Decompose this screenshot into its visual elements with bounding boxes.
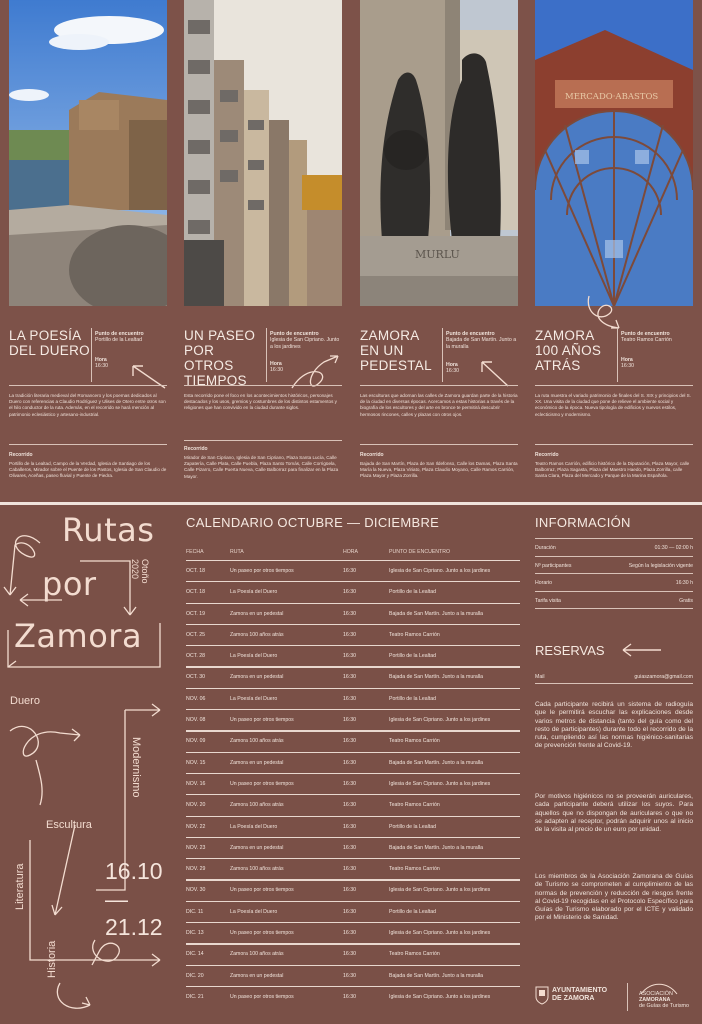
row-date: OCT. 28 (186, 653, 206, 660)
row-meeting: Iglesia de San Cipriano. Junto a los jardines (389, 887, 491, 894)
table-row (186, 560, 520, 581)
row-date: NOV. 29 (186, 866, 206, 873)
info-rows (535, 539, 693, 609)
divider (535, 530, 693, 539)
row-hour: 16:30 (343, 930, 356, 937)
row-date: DIC. 14 (186, 951, 204, 958)
calendar (186, 515, 520, 1007)
table-row (186, 922, 520, 943)
table-row (186, 752, 520, 773)
mail-label: Mail (535, 674, 545, 680)
table-row (186, 858, 520, 879)
row-date: NOV. 20 (186, 802, 206, 809)
row-date: NOV. 16 (186, 780, 206, 787)
route-label: Recorrido (360, 452, 384, 458)
mail-link[interactable]: guiaszamora@gmail.com (634, 674, 693, 680)
row-divider (186, 603, 520, 604)
row-hour: 16:30 (343, 780, 356, 787)
route-label: Recorrido (184, 446, 208, 452)
row-meeting: Teatro Ramos Carrión (389, 951, 440, 958)
row-divider (186, 837, 520, 838)
row-date: NOV. 15 (186, 759, 206, 766)
divider (91, 328, 92, 382)
row-route: Un paseo por otros tiempos (230, 780, 294, 787)
info-value: 16:30 h (675, 580, 693, 586)
brand-title-line1: Rutas (62, 511, 155, 549)
info-row (535, 539, 693, 557)
info-panel (535, 515, 693, 1010)
row-date: DIC. 21 (186, 993, 204, 1000)
info-label: Tarifa visita (535, 597, 561, 604)
hour: Hora 16:30 (95, 357, 108, 370)
row-meeting: Iglesia de San Cipriano. Junto a los jardines (389, 717, 491, 724)
header-fecha: FECHA (186, 549, 204, 555)
table-row (186, 603, 520, 624)
row-meeting: Bajada de San Martín. Junto a la muralla (389, 844, 484, 851)
row-hour: 16:30 (343, 887, 356, 894)
row-hour: 16:30 (343, 972, 356, 979)
table-row (186, 816, 520, 837)
row-route: Zamora en un pedestal (230, 759, 284, 766)
row-meeting: Portillo de la Lealtad (389, 695, 437, 702)
divider (535, 385, 693, 386)
route-label: Recorrido (9, 452, 33, 458)
row-date: DIC. 20 (186, 972, 204, 979)
row-meeting: Iglesia de San Cipriano. Junto a los jardines (389, 930, 491, 937)
table-row (186, 965, 520, 986)
meeting-point: Punto de encuentro Bajada de San Martín. Junto a la muralla (446, 331, 517, 350)
info-label: Duración (535, 545, 556, 551)
row-meeting: Bajada de San Martín. Junto a la muralla (389, 674, 484, 681)
divider (266, 328, 267, 382)
row-route: Zamora en un pedestal (230, 674, 284, 681)
row-date: NOV. 08 (186, 717, 206, 724)
divider (442, 328, 443, 382)
row-date: OCT. 18 (186, 568, 206, 574)
divider (617, 328, 618, 382)
row-date: OCT. 18 (186, 589, 206, 596)
info-label: Horario (535, 580, 553, 586)
route-stops: Teatro Ramos Carrión, edificio histórico de la Diputación, Plaza Mayor, calle Balborraz, Plaza Sagasta, Plaza del Maestro Haedo, Plaza Zorrilla, calle Santa Clara, Plaza del Mercado y Parque de la Marina Española. (535, 461, 690, 479)
route-stops: Bajada de San Martín, Plaza de San Ildefonso, Calle los Damas, Plaza Santa María la Nueva, Plaza Viriato, Plaza Claudio Moyano, Calle Ramos Carrión, Plaza Mayor y Plaza Zorrilla. (360, 461, 518, 479)
svg-text:MERCADO·ABASTOS: MERCADO·ABASTOS (565, 92, 659, 102)
photo-paseo (184, 0, 342, 306)
row-divider (186, 794, 520, 795)
calendar-title: CALENDARIO OCTUBRE — DICIEMBRE (186, 515, 440, 530)
category-duero: Duero (10, 695, 40, 707)
info-value: Gratis (679, 597, 693, 604)
table-row (186, 901, 520, 922)
route-stops: Portillo de la Lealtad, Campo de la Verdad, Iglesia de Santiago de los Caballeros, Mirador sobre el Puente de los Pastos, Iglesia de San Claudio de Olivares, Aceñas, paseo fluvial y Puente de Piedra. (9, 461, 167, 479)
route-column-paseo (184, 0, 342, 502)
coat-of-arms-icon (535, 985, 549, 1005)
route-title: ZAMORA EN UN PEDESTAL (360, 328, 432, 373)
table-row (186, 773, 520, 794)
table-row (186, 666, 520, 687)
asociacion-logo: ASOCIACIÓN ZAMORANA de Guías de Turismo (639, 991, 690, 1010)
row-meeting: Teatro Ramos Carrión (389, 738, 440, 745)
row-route: Un paseo por otros tiempos (230, 887, 294, 894)
header-hora: HORA (343, 549, 358, 555)
row-route: Zamora en un pedestal (230, 844, 284, 851)
route-column-100-anos (535, 0, 693, 502)
meeting-point: Punto de encuentro Teatro Ramos Carrión (621, 331, 672, 344)
schedule-section (0, 505, 702, 1024)
divider (360, 385, 518, 386)
row-date: OCT. 19 (186, 610, 206, 617)
row-route: Zamora 100 años atrás (230, 738, 284, 745)
route-column-duero (9, 0, 167, 502)
hour: Hora 16:30 (446, 362, 459, 375)
category-escultura: Escultura (46, 819, 92, 831)
route-stops: Mirador de San Cipriano, Iglesia de San Cipriano, Plaza Santa Lucía, Calle Zapatería, Calle Plata, Calle Puebla, Plaza Santo Tomás, Calle Corrigüela, Calle Pizarro, Calle Puerta Nueva, Calle Balborraz para finalizar en la Plaza Mayor. (184, 455, 339, 479)
season-label: Otoño 2020 (130, 559, 150, 584)
hour: Hora 16:30 (621, 357, 634, 370)
divider (9, 385, 167, 386)
table-row (186, 688, 520, 709)
row-hour: 16:30 (343, 631, 356, 638)
row-meeting: Portillo de la Lealtad (389, 589, 437, 596)
row-divider (186, 773, 520, 774)
info-row (535, 574, 693, 592)
row-date: NOV. 30 (186, 887, 206, 894)
arrow-left-icon (619, 642, 663, 658)
divider (535, 444, 693, 445)
row-hour: 16:30 (343, 993, 356, 1000)
row-hour: 16:30 (343, 951, 356, 958)
radioguide-paragraph: Cada participante recibirá un sistema de radioguía que le permitirá escuchar las explicaciones desde varios metros de distancia (tanto del guía como del resto de participantes) durante todo el recorrido de la ruta, cumpliendo así las normas higiénico-sanitarias de prevención frente al Covid-19. (535, 701, 693, 750)
row-route: La Poesía del Duero (230, 589, 278, 596)
row-route: La Poesía del Duero (230, 695, 278, 702)
row-route: Un paseo por otros tiempos (230, 993, 294, 1000)
row-divider (186, 709, 520, 710)
row-route: La Poesía del Duero (230, 653, 278, 660)
table-row (186, 730, 520, 751)
meeting-point: Punto de encuentro Iglesia de San Cipriano. Junto a los jardines (270, 331, 340, 350)
row-hour: 16:30 (343, 802, 356, 809)
row-route: Zamora en un pedestal (230, 610, 284, 617)
row-meeting: Teatro Ramos Carrión (389, 631, 440, 638)
row-hour: 16:30 (343, 674, 356, 681)
row-route: La Poesía del Duero (230, 908, 278, 915)
divider (627, 983, 628, 1011)
divider (360, 444, 518, 445)
row-meeting: Iglesia de San Cipriano. Junto a los jardines (389, 993, 491, 1000)
row-date: OCT. 25 (186, 631, 206, 638)
row-divider (186, 858, 520, 859)
row-divider (186, 943, 520, 944)
table-row (186, 709, 520, 730)
photo-pedestal (360, 0, 518, 306)
row-hour: 16:30 (343, 759, 356, 766)
row-route: Zamora 100 años atrás (230, 802, 284, 809)
mail-row (535, 671, 693, 684)
table-row (186, 645, 520, 666)
row-date: NOV. 23 (186, 844, 206, 851)
header-punto: PUNTO DE ENCUENTRO (389, 549, 451, 555)
routes-section (0, 0, 702, 502)
row-hour: 16:30 (343, 610, 356, 617)
headphones-paragraph: Por motivos higiénicos no se proveerán auriculares, cada participante deberá utilizar los suyos. Para aquellos que no dispongan de auriculares o que no se adapten al receptor, podrán adquirir unos al inicio de la visita al precio de un euro por unidad. (535, 793, 693, 834)
row-hour: 16:30 (343, 823, 356, 830)
header-ruta: RUTA (230, 549, 244, 555)
ayuntamiento-logo: AYUNTAMIENTO DE ZAMORA (552, 987, 608, 1002)
row-divider (186, 922, 520, 923)
date-range: 16.10 —21.12 (105, 858, 163, 940)
row-hour: 16:30 (343, 738, 356, 745)
info-value: 01:30 — 02:00 h (654, 545, 693, 551)
photo-duero (9, 0, 167, 306)
row-meeting: Iglesia de San Cipriano. Junto a los jardines (389, 780, 491, 787)
info-value: Según la legislación vigente (628, 562, 693, 569)
row-route: La Poesía del Duero (230, 823, 278, 830)
info-row (535, 557, 693, 575)
row-hour: 16:30 (343, 589, 356, 596)
divider (184, 440, 342, 441)
brand-title-line3: Zamora (14, 617, 143, 655)
row-divider (186, 560, 520, 561)
row-route: Zamora 100 años atrás (230, 951, 284, 958)
row-meeting: Portillo de la Lealtad (389, 823, 437, 830)
row-meeting: Portillo de la Lealtad (389, 653, 437, 660)
protocol-paragraph: Los miembros de la Asociación Zamorana de Guías de Turismo se comprometen al cumplimiento de las normas de prevención y reducción de riesgos frente al Covid-19 recogidas en el Protocolo Específico para Guías de Turismo elaborado por el ICTE y validado por el Ministerio de Sanidad. (535, 873, 693, 922)
table-row (186, 986, 520, 1007)
route-label: Recorrido (535, 452, 559, 458)
row-hour: 16:30 (343, 695, 356, 702)
row-divider (186, 986, 520, 987)
table-row (186, 943, 520, 964)
brand-title-line2: por (42, 565, 97, 603)
route-description: Esta recorrido pone el foco en los acontecimientos históricos, personajes destacados y los usos, gremios y costumbres de los distintos estamentos y religiones que han convivido en la ciudad durante siglos. (184, 393, 337, 411)
row-hour: 16:30 (343, 568, 356, 574)
swirl-arrow-icon (288, 352, 342, 392)
photo-100-anos (535, 0, 693, 306)
row-date: NOV. 22 (186, 823, 206, 830)
row-divider (186, 752, 520, 753)
row-meeting: Portillo de la Lealtad (389, 908, 437, 915)
category-historia: Historia (46, 940, 58, 978)
route-title: ZAMORA 100 AÑOS ATRÁS (535, 328, 602, 373)
row-meeting: Bajada de San Martín. Junto a la muralla (389, 759, 484, 766)
row-route: Zamora en un pedestal (230, 972, 284, 979)
route-title: LA POESÍA DEL DUERO (9, 328, 90, 358)
row-divider (186, 688, 520, 689)
row-meeting: Teatro Ramos Carrión (389, 866, 440, 873)
calendar-rows (186, 560, 520, 1007)
swirl-arrow-icon (583, 292, 623, 332)
row-date: NOV. 06 (186, 695, 206, 702)
info-title: INFORMACIÓN (535, 515, 631, 530)
row-meeting: Teatro Ramos Carrión (389, 802, 440, 809)
row-meeting: Iglesia de San Cipriano. Junto a los jardines (389, 568, 491, 574)
logos (535, 981, 693, 1013)
brand-panel (0, 505, 180, 1024)
table-row (186, 837, 520, 858)
hour: Hora 16:30 (270, 361, 283, 374)
calendar-header (186, 546, 520, 560)
row-date: DIC. 11 (186, 908, 204, 915)
info-label: Nº participantes (535, 562, 572, 569)
route-title: UN PASEO POR OTROS TIEMPOS (184, 328, 256, 388)
table-row (186, 879, 520, 900)
divider (184, 385, 342, 386)
svg-text:MURLU: MURLU (415, 248, 460, 261)
row-divider (186, 581, 520, 582)
row-hour: 16:30 (343, 844, 356, 851)
row-divider (186, 901, 520, 902)
row-route: Zamora 100 años atrás (230, 866, 284, 873)
row-hour: 16:30 (343, 653, 356, 660)
row-meeting: Bajada de San Martín. Junto a la muralla (389, 972, 484, 979)
row-route: Un paseo por otros tiempos (230, 930, 294, 937)
row-divider (186, 730, 520, 731)
route-description: La ruta muestra el variado patrimonio de finales del S. XIX y principios del S. XX. Una visita de la ciudad que pone de relieve el ambiente social y económico de la época. Nueva tipología de edificios y nuevos estilos, eclecticismo y modernismo. (535, 393, 692, 417)
row-hour: 16:30 (343, 866, 356, 873)
row-divider (186, 645, 520, 646)
table-row (186, 624, 520, 645)
category-literatura: Literatura (14, 863, 26, 910)
row-divider (186, 816, 520, 817)
route-column-pedestal (360, 0, 518, 502)
row-hour: 16:30 (343, 908, 356, 915)
row-divider (186, 879, 520, 880)
row-date: NOV. 09 (186, 738, 206, 745)
info-row (535, 592, 693, 610)
route-description: Las esculturas que adornan las calles de Zamora guardan parte de la historia de la ciudad en diversas épocas. Acercamos a estas historias a través de la biografía de los escultores y del arte en bronce te permitirá descubrir hermosos rincones, calles y plazas con otros ojos. (360, 393, 518, 417)
table-row (186, 581, 520, 602)
category-modernismo: Modernismo (130, 737, 142, 798)
row-route: Zamora 100 años atrás (230, 631, 284, 638)
reservas-title: RESERVAS (535, 643, 605, 658)
row-divider (186, 965, 520, 966)
row-route: Un paseo por otros tiempos (230, 568, 294, 574)
row-meeting: Bajada de San Martín. Junto a la muralla (389, 610, 484, 617)
row-date: OCT. 30 (186, 674, 206, 681)
row-hour: 16:30 (343, 717, 356, 724)
row-route: Un paseo por otros tiempos (230, 717, 294, 724)
row-date: DIC. 13 (186, 930, 204, 937)
route-description: La tradición literaria medieval del Romancero y los poemas dedicados al Duero con referencias a Claudio Rodríguez y Ulises de Otero entre otros son el hilo conductor de la ruta. Además, en el recorrido se hará mención al patrimonio eclesiástico y artesano-industrial. (9, 393, 166, 417)
row-divider (186, 624, 520, 625)
divider (9, 444, 167, 445)
meeting-point: Punto de encuentro Portillo de la Lealtad (95, 331, 144, 344)
table-row (186, 794, 520, 815)
row-divider (186, 666, 520, 667)
